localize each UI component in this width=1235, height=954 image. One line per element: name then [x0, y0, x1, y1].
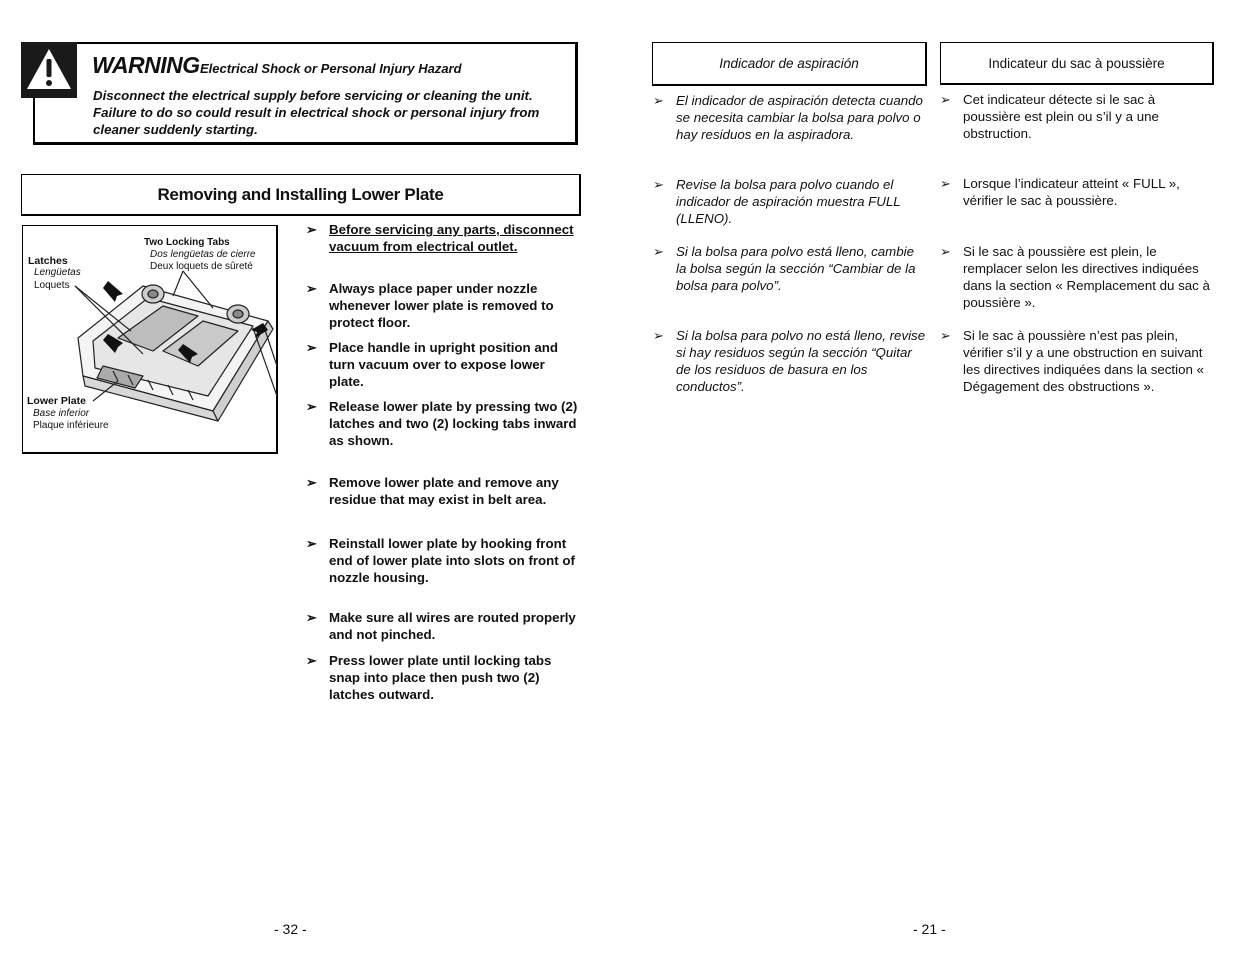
- bullet-arrow-icon: ➢: [940, 92, 951, 107]
- bullet-arrow-icon: ➢: [653, 328, 664, 343]
- warning-subtitle: Electrical Shock or Personal Injury Hazard: [200, 61, 462, 76]
- figure-label-plate-en: Lower Plate: [27, 395, 86, 407]
- section-title: Removing and Installing Lower Plate: [21, 174, 581, 216]
- lower-plate-figure: [22, 225, 278, 454]
- bullet-arrow-icon: ➢: [940, 244, 951, 259]
- vacuum-underside-illustration: [23, 226, 277, 453]
- figure-label-plate-fr: Plaque inférieure: [33, 420, 109, 431]
- figure-label-tabs-fr: Deux loquets de sûreté: [150, 261, 253, 272]
- warning-title: WARNING: [92, 52, 200, 78]
- bullet-arrow-icon: ➢: [306, 222, 317, 237]
- spanish-column-header: Indicador de aspiración: [652, 42, 927, 86]
- warning-body: Disconnect the electrical supply before servicing or cleaning the unit. Failure to do so could result in electrical shock or personal injury from cleaner suddenly starting.: [93, 88, 540, 137]
- bullet-arrow-icon: ➢: [306, 653, 317, 668]
- figure-label-latches-en: Latches: [28, 255, 68, 267]
- bullet-arrow-icon: ➢: [940, 328, 951, 343]
- figure-label-tabs-en: Two Locking Tabs: [144, 237, 230, 248]
- figure-label-tabs-es: Dos lengüetas de cierre: [150, 249, 256, 260]
- bullet-arrow-icon: ➢: [306, 399, 317, 414]
- bullet-arrow-icon: ➢: [653, 177, 664, 192]
- bullet-arrow-icon: ➢: [306, 536, 317, 551]
- warning-exclamation-icon: [21, 42, 77, 98]
- bullet-arrow-icon: ➢: [306, 475, 317, 490]
- figure-label-plate-es: Base inferior: [33, 408, 90, 419]
- bullet-arrow-icon: ➢: [653, 93, 664, 108]
- figure-label-latches-fr: Loquets: [34, 280, 70, 291]
- figure-label-latches-es: Lengüetas: [34, 267, 81, 278]
- bullet-arrow-icon: ➢: [653, 244, 664, 259]
- french-column-header: Indicateur du sac à poussière: [940, 42, 1214, 85]
- bullet-arrow-icon: ➢: [940, 176, 951, 191]
- page-number-left: - 32 -: [274, 921, 307, 937]
- bullet-arrow-icon: ➢: [306, 340, 317, 355]
- bullet-arrow-icon: ➢: [306, 610, 317, 625]
- page-number-right: - 21 -: [913, 921, 946, 937]
- bullet-arrow-icon: ➢: [306, 281, 317, 296]
